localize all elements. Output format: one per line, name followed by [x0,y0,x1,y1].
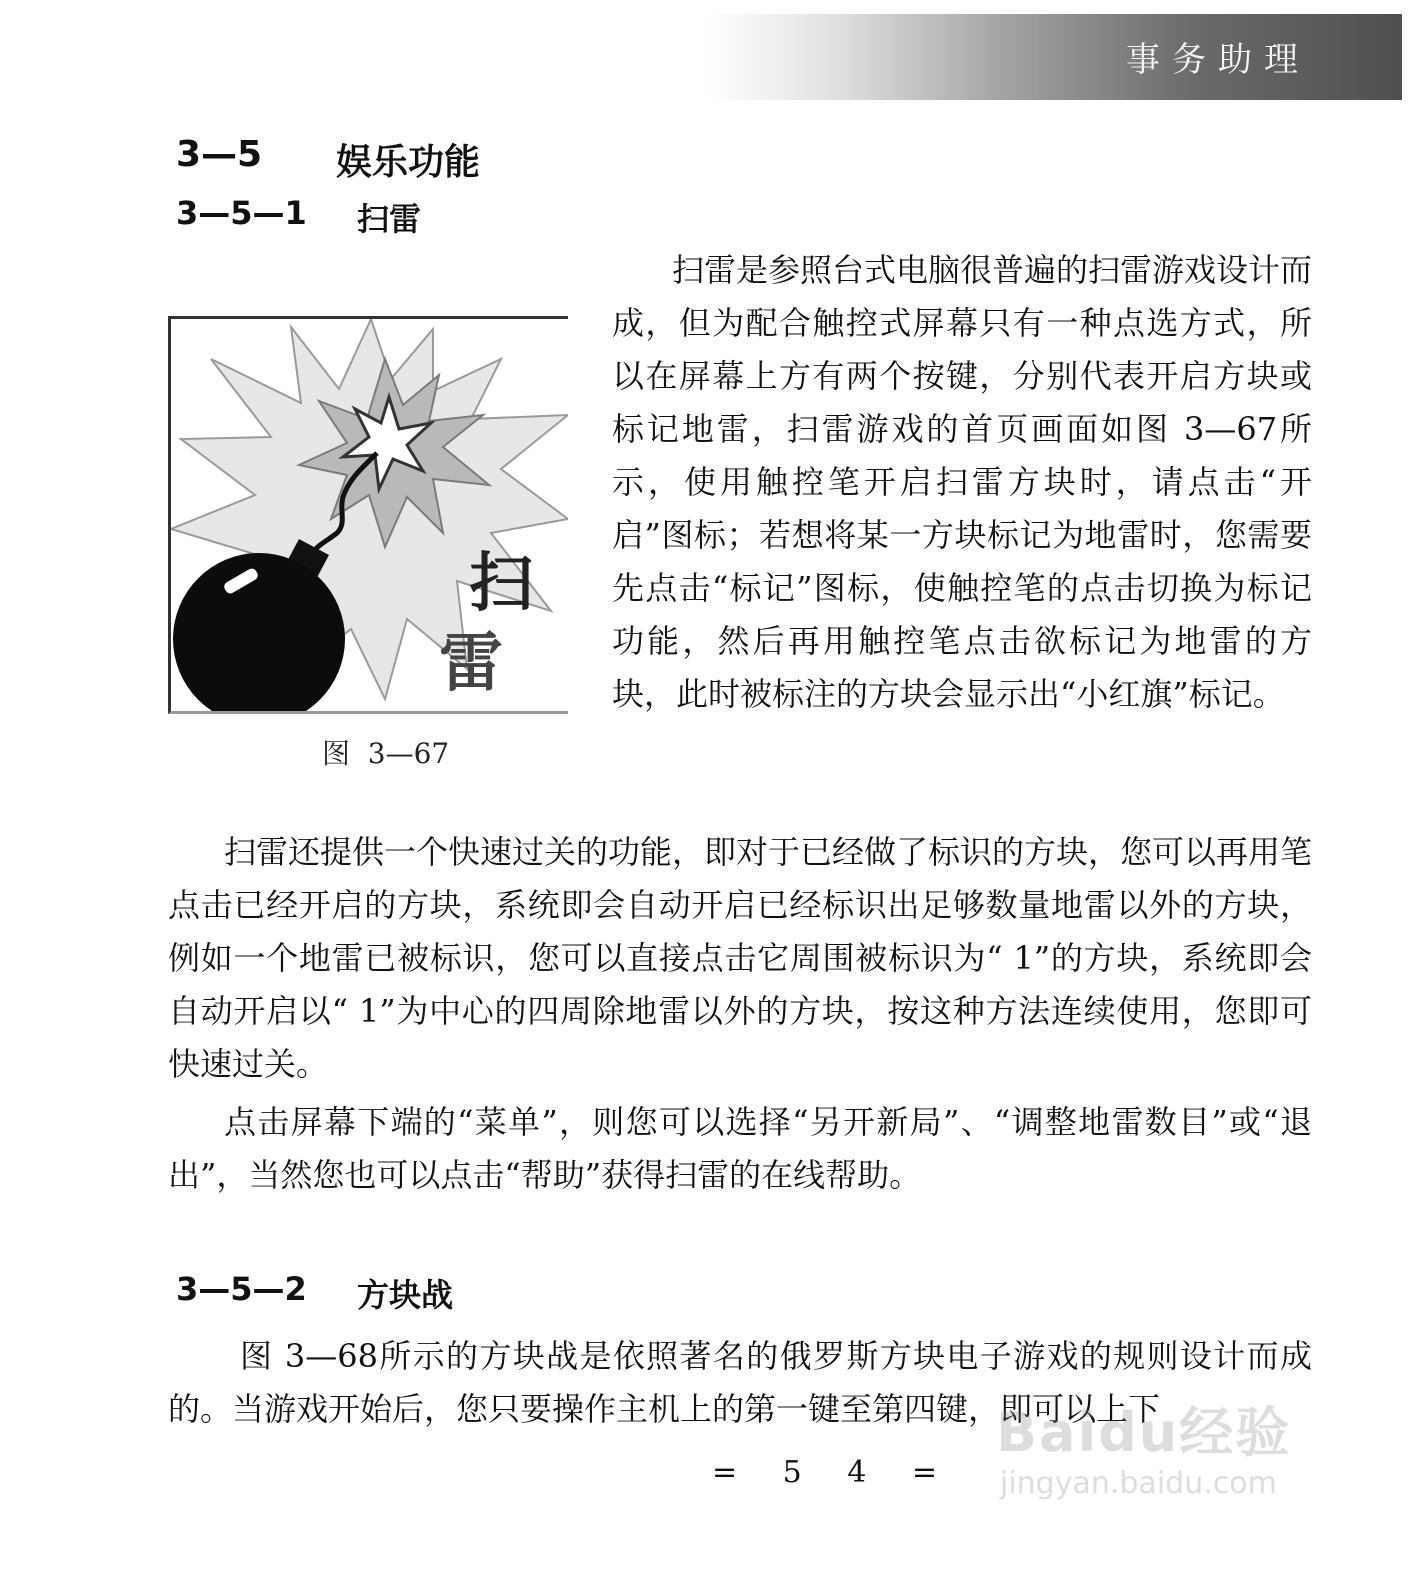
icon-label-sao: 扫 [469,547,533,621]
subsection-heading-minesweeper [176,194,422,238]
section-heading [176,134,481,183]
paragraph-block-battle: 图 3—68所示的方块战是依照著名的俄罗斯方块电子游戏的规则设计而成的。当游戏开始后，您只要操作主机上的第一键至第四键，即可以上下 [168,1337,1312,1428]
page-number: = 5 4 = [712,1455,956,1490]
icon-label-lei: 雷 [439,627,503,701]
paragraph-minesweeper-intro: 扫雷是参照台式电脑很普遍的扫雷游戏设计而成，但为配合触控式屏幕只有一种点选方式，所以在屏幕上方有两个按键，分别代表开启方块或标记地雷，扫雷游戏的首页画面如图 3—67所示，使用触控笔开启扫雷方块时，请点击“开启”图标；若想将某一方块标记为地雷时，您需要先点击“标记”图标，使触控笔的点击切换为标记功能，然后再用触控笔点击欲标记为地雷的方块，此时被标注的方块会显示出“小红旗”标记。 [612,251,1313,713]
subsection-number: 3—5—2 [176,1270,307,1308]
bomb-explosion-icon [171,319,568,711]
subsection-heading-block-battle [176,1270,454,1314]
running-header-title: 事务助理 [1126,40,1310,80]
section-number: 3—5 [176,134,263,175]
paragraph-quick-clear: 扫雷还提供一个快速过关的功能，即对于已经做了标识的方块，您可以再用笔点击已经开启的方块，系统即会自动开启已经标识出足够数量地雷以外的方块，例如一个地雷已被标识，您可以直接点击它周围被标识为“ 1”的方块，系统即会自动开启以“ 1”为中心的四周除地雷以外的方块，按这种方法连续使用，您即可快速过关。 [168,833,1313,1083]
watermark-url: jingyan.baidu.com [1000,1466,1277,1501]
subsection-number: 3—5—1 [176,194,307,232]
paragraph-menu: 点击屏幕下端的“菜单”，则您可以选择“另开新局”、“调整地雷数目”或“退出”，当然您也可以点击“帮助”获得扫雷的在线帮助。 [168,1103,1312,1194]
section-title: 娱乐功能 [336,142,481,183]
figure-caption: 图 3—67 [322,737,450,770]
subsection-title: 方块战 [357,1276,454,1314]
watermark-brand: Baidu经验 [996,1401,1292,1464]
subsection-title: 扫雷 [357,200,422,238]
minesweeper-figure [168,316,568,714]
